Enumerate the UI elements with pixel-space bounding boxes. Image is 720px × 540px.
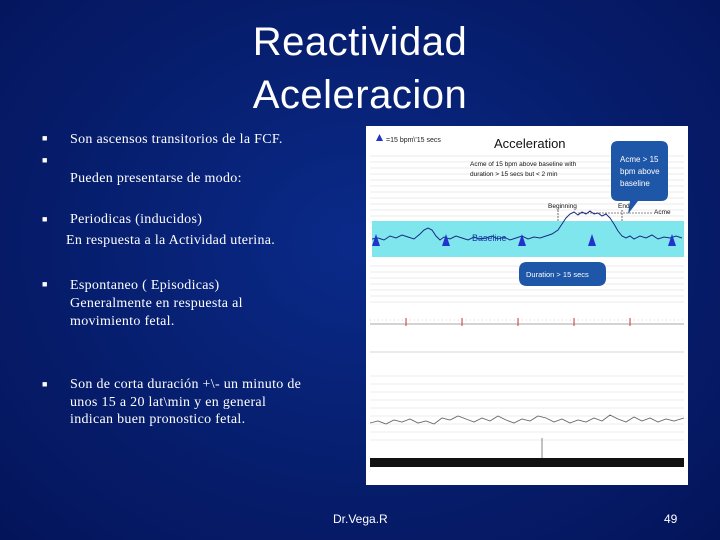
bullet-square-icon: ■ <box>42 133 48 143</box>
paper-bottom-strip <box>370 458 684 467</box>
slide-title-line2: Aceleracion <box>252 73 468 117</box>
label-beginning: Beginning <box>548 203 577 210</box>
bubble-line3: baseline <box>620 179 650 188</box>
bullet-text: En respuesta a la Actividad uterina. <box>66 233 276 248</box>
lower-grid <box>370 376 684 440</box>
bullet-square-icon: ■ <box>42 155 48 165</box>
tick-row <box>370 318 684 352</box>
footer-author: Dr.Vega.R <box>333 512 388 526</box>
bullet-text: indican buen pronostico fetal. <box>70 412 246 427</box>
duration-label: Duration > 15 secs <box>526 270 589 279</box>
label-end: End <box>618 203 630 210</box>
bubble-line1: Acme > 15 <box>620 155 659 164</box>
bubble-line2: bpm above <box>620 167 660 176</box>
bullet-text: unos 15 a 20 lat\min y en general <box>70 395 267 410</box>
bullet-square-icon: ■ <box>42 379 48 389</box>
bullet-square-icon: ■ <box>42 214 48 224</box>
bullet-text: Espontaneo ( Episodicas) <box>70 278 220 293</box>
acceleration-figure <box>366 126 688 485</box>
legend-triangle-icon <box>376 134 383 141</box>
label-acme: Acme <box>654 209 671 216</box>
baseline-label: Baseline <box>472 233 507 243</box>
legend-label: =15 bpm\'15 secs <box>386 137 441 144</box>
bullet-text: Pueden presentarse de modo: <box>70 171 242 186</box>
figure-title: Acceleration <box>494 136 566 151</box>
bullet-text: Son ascensos transitorios de la FCF. <box>70 132 283 147</box>
slide-title-line1: Reactividad <box>252 20 468 64</box>
page-number: 49 <box>664 512 678 526</box>
ctg-trace-figure <box>366 126 688 485</box>
acme-note-line1: Acme of 15 bpm above baseline with <box>470 161 577 168</box>
bullet-text: Periodicas (inducidos) <box>70 212 203 227</box>
bullet-text: Generalmente en respuesta al <box>70 296 243 311</box>
acme-note-line2: duration > 15 secs but < 2 min <box>470 171 558 178</box>
bullet-text: movimiento fetal. <box>70 314 175 329</box>
uterine-activity-trace <box>370 415 684 424</box>
bullet-square-icon: ■ <box>42 279 48 289</box>
bullet-text: Son de corta duración +\- un minuto de <box>70 377 302 392</box>
